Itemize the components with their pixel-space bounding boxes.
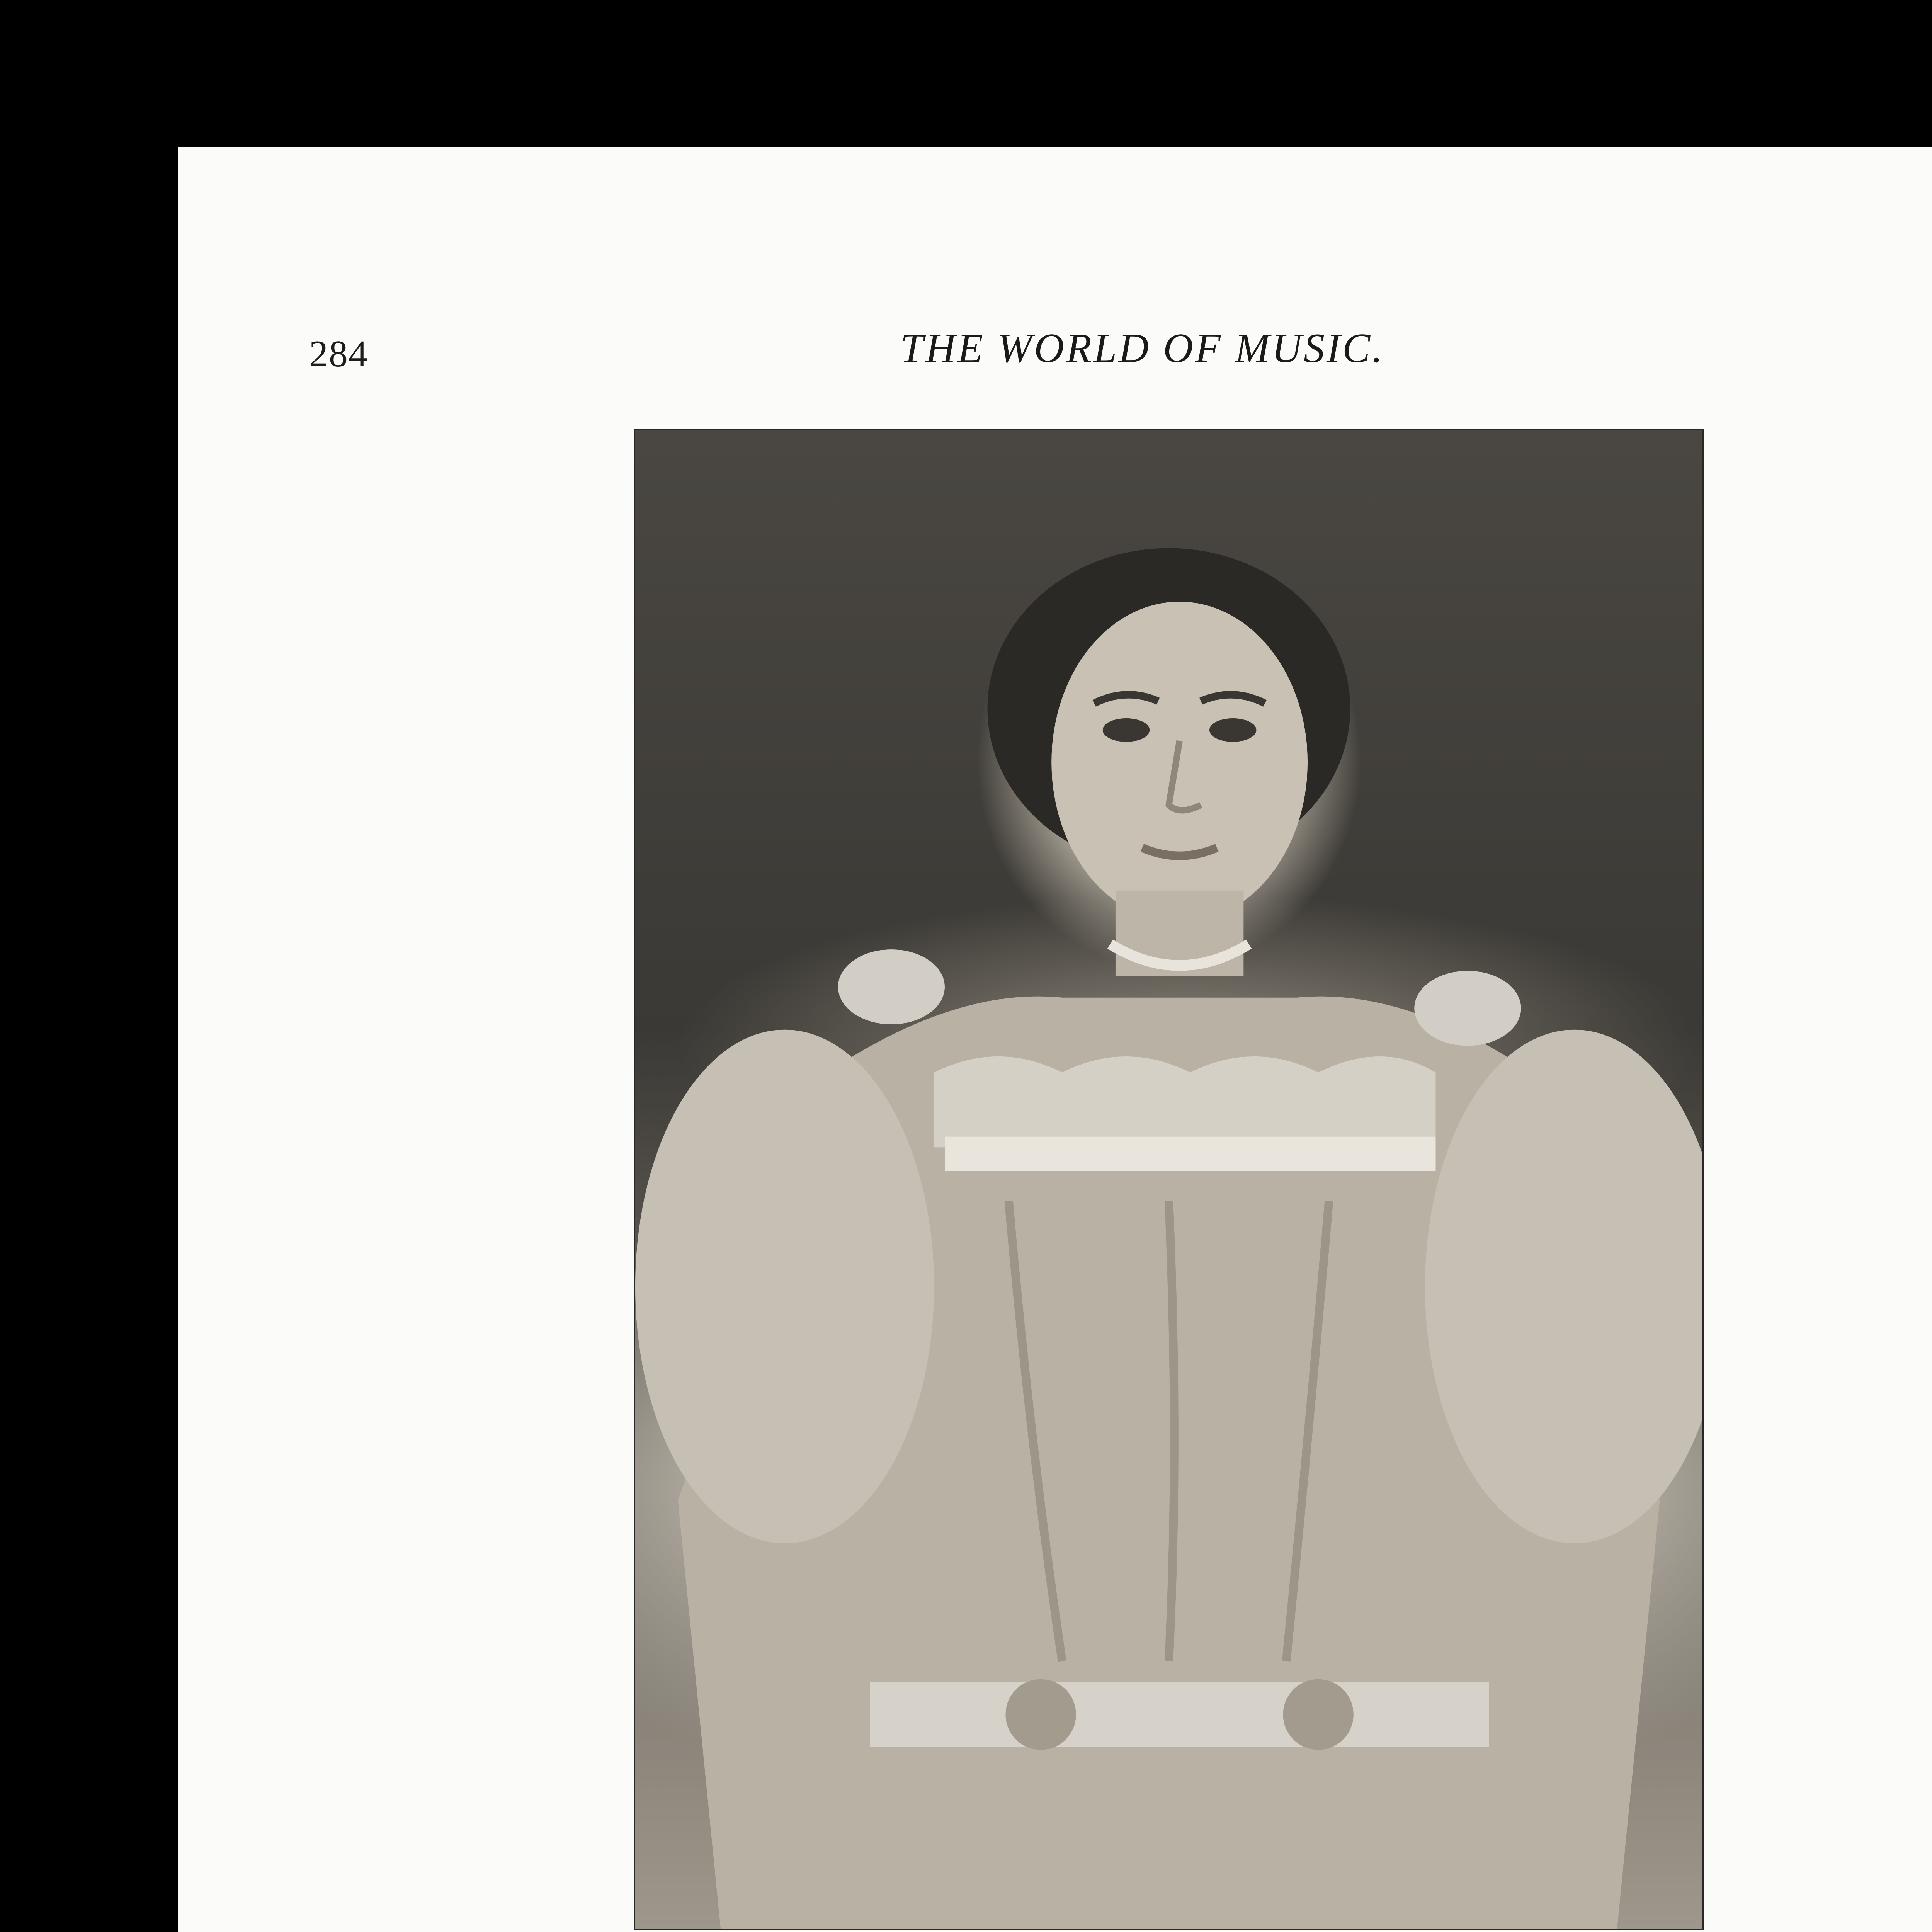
portrait-photo <box>634 429 1704 1930</box>
page-header <box>309 325 1468 386</box>
page-number: 284 <box>309 333 368 375</box>
portrait-illustration <box>635 430 1702 1929</box>
running-title: THE WORLD OF MUSIC. <box>900 325 1384 371</box>
